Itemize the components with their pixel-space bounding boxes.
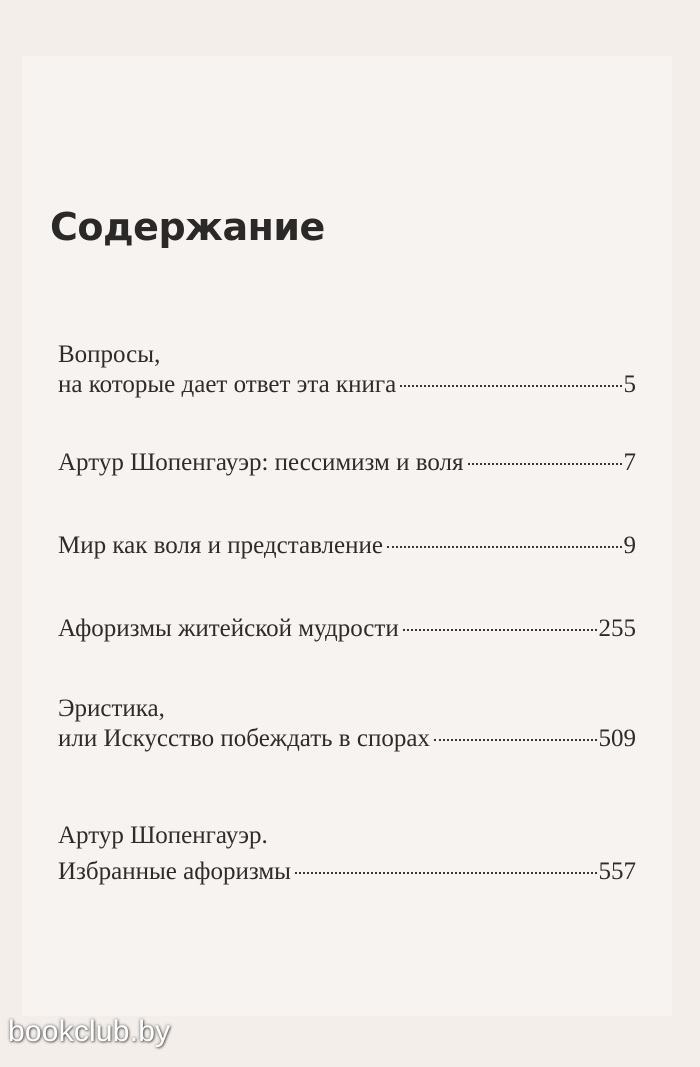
toc-entry-title-line: Эристика,: [58, 695, 165, 722]
toc-entry: [58, 818, 636, 890]
toc-entry-line: [58, 531, 636, 561]
toc-page-number: 5: [623, 371, 636, 398]
dot-leader: [387, 546, 622, 548]
toc-entry-title-line: на которые дает ответ эта книга: [58, 371, 397, 398]
toc-entry-title-line: Мир как воля и представление: [58, 532, 383, 559]
dot-leader: [468, 463, 622, 465]
dot-leader: [400, 385, 621, 387]
toc-entry: [58, 448, 636, 478]
toc-entry-title-line: или Искусство побеждать в спорах: [58, 725, 430, 752]
toc-page-number: 7: [623, 449, 636, 476]
toc-entry: [58, 531, 636, 561]
toc-entry-title-line: Вопросы,: [58, 341, 161, 368]
watermark-text: bookclub.by: [8, 1015, 171, 1048]
toc-entry-line: [58, 614, 636, 644]
dot-leader: [403, 629, 597, 631]
dot-leader: [434, 739, 597, 741]
page-title: Содержание: [50, 205, 325, 249]
toc-page-number: 9: [623, 532, 636, 559]
toc-entry: [58, 694, 636, 754]
toc-page-number: 557: [598, 858, 636, 885]
toc-page-number: 255: [598, 615, 636, 642]
toc-entry-line: [58, 448, 636, 478]
toc-entry: [58, 614, 636, 644]
toc-entry-title-line: Артур Шопенгауэр.: [58, 822, 268, 849]
toc-entry-line: [58, 854, 636, 890]
toc-page-number: 509: [598, 725, 636, 752]
toc-entry-line: [58, 370, 636, 400]
toc-entry-title-line: Артур Шопенгауэр: пессимизм и воля: [58, 449, 464, 476]
toc-entry-title-line: Афоризмы житейской мудрости: [58, 615, 399, 642]
toc-entry-line: [58, 724, 636, 754]
dot-leader: [295, 872, 597, 874]
toc-entry: [58, 340, 636, 400]
toc-entry-title-line: Избранные афоризмы: [58, 858, 291, 885]
